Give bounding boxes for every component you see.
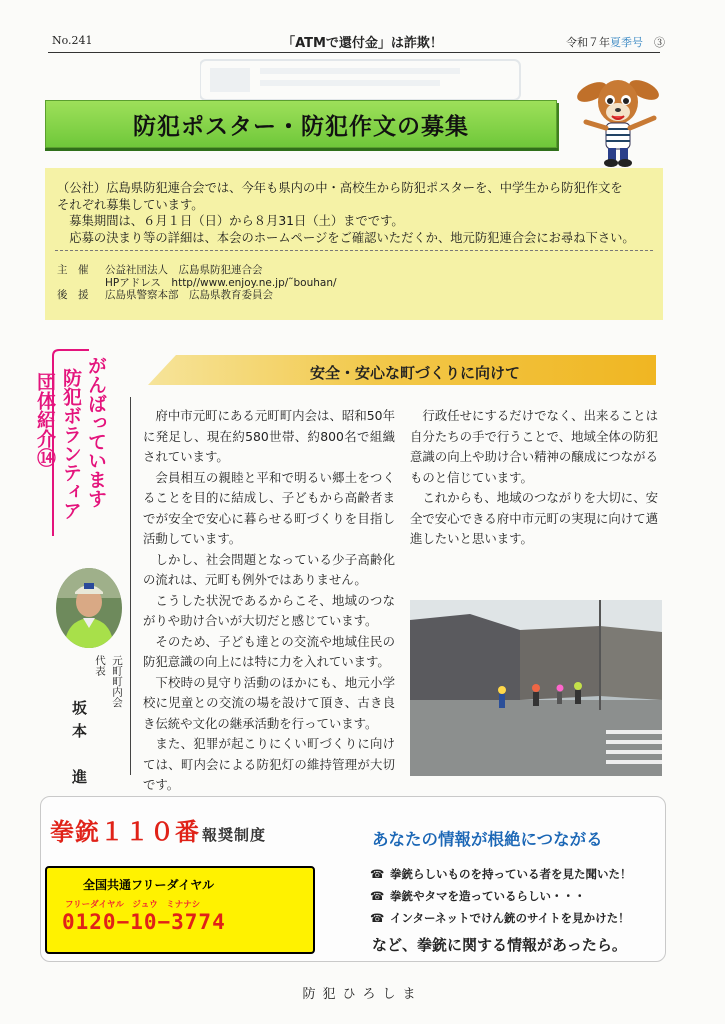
info-item-text: 拳銃やタマを造っているらしい・・・: [390, 889, 586, 903]
phone-icon: ☎: [370, 867, 385, 881]
phone-reading: フリーダイヤル ジュウ ミナナシ: [65, 900, 201, 910]
column-rule: [130, 397, 131, 775]
article-paragraph: 府中市元町にある元町町内会は、昭和50年に発足し、現在約580世帯、約800名で組織されています。: [143, 408, 395, 464]
recruit-divider: [55, 250, 653, 251]
volunteer-tag-line-1: がんばっています: [85, 356, 107, 508]
info-item-text: インターネットでけん銃のサイトを見かけた！: [390, 911, 630, 925]
free-dial-box: [45, 866, 315, 954]
recruit-line: それぞれ募集しています。: [57, 197, 204, 212]
info-closing: など、拳銃に関する情報があったら。: [372, 936, 627, 954]
issue-date: [566, 34, 665, 50]
supporter-label: 後 援: [57, 289, 89, 301]
kenju-title: [50, 812, 266, 847]
supporter-value: 広島県警察本部 広島県教育委員会: [105, 289, 273, 301]
sponsor-info: [57, 264, 337, 302]
representative-name: 坂本 進: [70, 700, 88, 792]
deer-mascot-icon: [562, 66, 672, 170]
phone-icon: ☎: [370, 911, 385, 925]
info-item-text: 拳銃らしいものを持っている者を見た聞いた！: [390, 867, 632, 881]
representative-org: 元町町内会: [111, 655, 123, 708]
article-column-2: [410, 406, 658, 550]
issue-season: 夏季号: [610, 36, 643, 49]
article-paragraph: しかし、社会問題となっている少子高齢化の流れは、元町も例外ではありません。: [143, 551, 395, 587]
recruit-text: [57, 180, 657, 246]
phone-number[interactable]: 0120−10−3774: [62, 910, 226, 934]
free-dial-label: 全国共通フリーダイヤル: [83, 878, 215, 892]
sponsor-value: 公益社団法人 広島県防犯連合会: [105, 264, 263, 276]
article-paragraph: 下校時の見守り活動のほかにも、地元小学校に児童との交流の場を設けて頂き、古き良き伝統や文化の継承活動を行っています。: [143, 674, 395, 731]
info-title: あなたの情報が根絶につながる: [372, 830, 603, 849]
recruit-line: 応募の決まり等の詳細は、本会のホームページをご確認いただくか、地元防犯連合会にお尋ね下さい。: [57, 230, 635, 245]
article-paragraph: 会員相互の親睦と平和で明るい郷土をつくることを目的に結成し、子どもから高齢者までが安全で安心に暮らせる町づくりを目指し活動しています。: [143, 469, 395, 546]
recruit-line: 募集期間は、６月１日（日）から８月31日（土）までです。: [57, 214, 404, 228]
background-bleed: [200, 58, 530, 102]
article-paragraph: 行政任せにするだけでなく、出来ることは自分たちの手で行うことで、地域全体の防犯意識の向上や助け合い精神の醸成につながるものと信じています。: [410, 408, 658, 485]
representative-photo: [56, 568, 122, 648]
footer-title: 防犯ひろしま: [302, 987, 423, 1002]
banner-underline: [45, 148, 558, 151]
article-column-1: [143, 406, 395, 796]
article-paragraph: こうした状況であるからこそ、地域のつながりや助け合いが大切だと感じています。: [143, 592, 395, 628]
street-activity-photo: [410, 600, 662, 776]
header-title: 「ATMで還付金」は詐欺！: [282, 36, 443, 51]
recruit-info-box: [45, 168, 663, 320]
info-item: [370, 866, 632, 882]
topic-bar-notch: [148, 355, 176, 385]
info-item: [370, 910, 630, 926]
kenju-title-main: 拳銃１１０番: [50, 818, 200, 846]
issue-era: 令和７年: [566, 36, 610, 49]
article-paragraph: また、犯罪が起こりにくい町づくりに向けては、町内会による防犯灯の維持管理が大切です。: [143, 736, 395, 792]
issue-number: No.241: [52, 34, 93, 47]
page-number: ③: [654, 36, 665, 49]
volunteer-tag-line-2: 防犯ボランティア: [60, 368, 82, 520]
header-rule: [48, 52, 660, 53]
phone-icon: ☎: [370, 889, 385, 903]
hp-url: http//www.enjoy.ne.jp/˜bouhan/: [171, 276, 337, 289]
recruit-title: 防犯ポスター・防犯作文の募集: [133, 114, 469, 140]
recruit-title-banner: [45, 100, 557, 148]
article-paragraph: これからも、地域のつながりを大切に、安全で安心できる府中市元町の実現に向けて邁進したいと思います。: [410, 490, 658, 546]
kenju-title-suffix: 報奨制度: [202, 826, 267, 844]
article-paragraph: そのため、子ども達との交流や地域住民の防犯意識の向上には特に力を入れています。: [143, 633, 395, 669]
recruit-line: （公社）広島県防犯連合会では、今年も県内の中・高校生から防犯ポスターを、中学生から防犯作文を: [57, 181, 623, 195]
volunteer-tag-line-3: 団体紹介⑭: [34, 372, 56, 467]
hp-label: HPアドレス: [105, 276, 161, 289]
representative-role: 代表: [94, 655, 106, 676]
topic-title: 安全・安心な町づくりに向けて: [310, 364, 521, 382]
info-item: [370, 888, 586, 904]
sponsor-label: 主 催: [57, 264, 89, 276]
